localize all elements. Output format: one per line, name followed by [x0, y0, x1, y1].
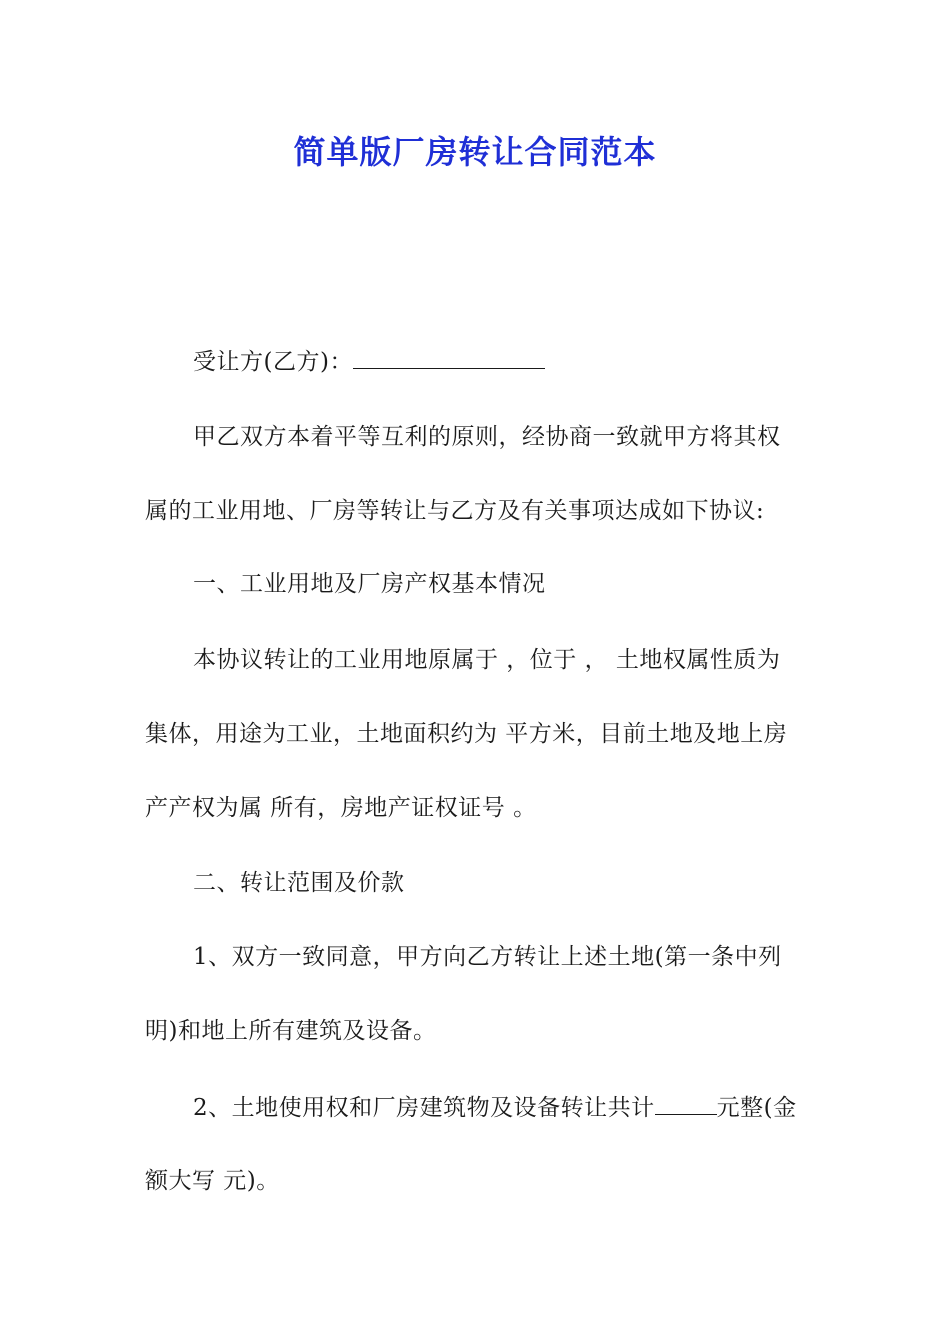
item-2-text-after: 元整(金 — [716, 1095, 797, 1121]
section-2-heading: 二、转让范围及价款 — [193, 870, 405, 896]
document-title: 简单版厂房转让合同范本 — [293, 133, 657, 171]
item-1-line-1: 1、双方一致同意，甲方向乙方转让上述土地(第一条中列 — [193, 944, 782, 970]
party-b-blank — [353, 344, 545, 369]
item-2-line-2: 额大写 元)。 — [145, 1168, 280, 1194]
section-1-line-1: 本协议转让的工业用地原属于 ，位于 ， 土地权属性质为 — [193, 647, 781, 673]
section-1-line-3: 产产权为属 所有，房地产证权证号 。 — [145, 795, 537, 821]
item-1-line-2: 明)和地上所有建筑及设备。 — [145, 1018, 437, 1044]
party-b-label: 受让方(乙方)： — [193, 349, 353, 375]
item-2-text-before: 2、土地使用权和厂房建筑物及设备转让共计 — [193, 1095, 655, 1121]
section-1-heading: 一、工业用地及厂房产权基本情况 — [193, 571, 546, 597]
section-1-line-2: 集体，用途为工业，土地面积约为 平方米，目前土地及地上房 — [145, 721, 788, 747]
party-b-line — [193, 344, 810, 379]
intro-line-1: 甲乙双方本着平等互利的原则，经协商一致就甲方将其权 — [193, 424, 781, 450]
item-2-line-1 — [193, 1090, 810, 1125]
amount-blank — [655, 1090, 717, 1115]
intro-line-2: 属的工业用地、厂房等转让与乙方及有关事项达成如下协议: — [145, 498, 765, 524]
